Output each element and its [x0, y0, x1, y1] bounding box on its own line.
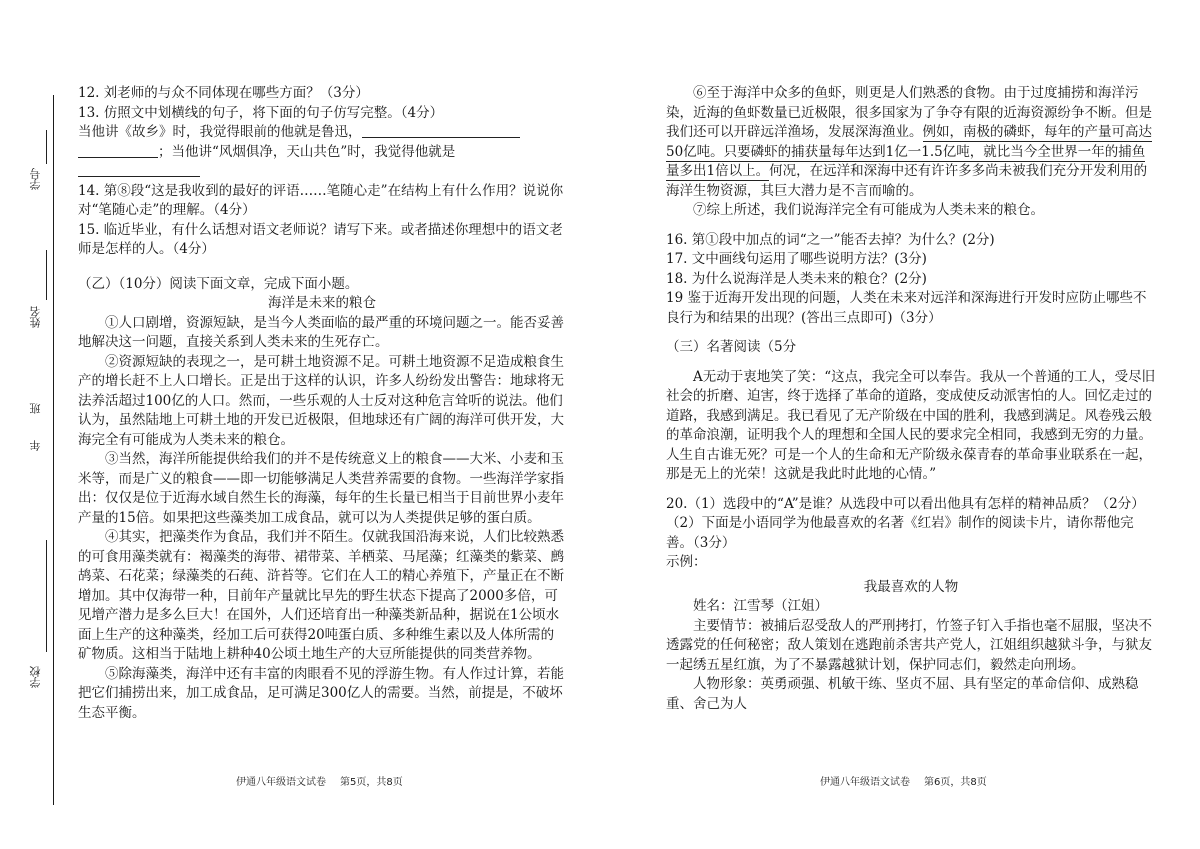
question-16: 16. 第①段中加点的词“之一”能否去掉？为什么？(2分) — [666, 231, 995, 248]
article-paragraph-7: ⑦综上所述，我们说海洋完全有可能成为人类未来的粮仓。 — [693, 202, 1044, 218]
article-paragraph-4: ④其实，把藻类作为食品，我们并不陌生。仅就我国沿海来说，人们比较熟悉的可食用藻类就有：褐藻类的海带、裙带菜、羊栖菜、马尾藻；红藻类的紫菜、鹧鸪菜、石花菜；绿藻类的石莼、浒苔等。它们在人工的精心养殖下，产量正在不断增加。其中仅海带一种，目前年产量就比早先的野生状态下提高了2000多倍，可见增产潜力是多么巨大！在国外，人们还培育出一种藻类新品种，据说在1公顷水面上生产的这种藻类，经加工后可获得20吨蛋白质、多种维生素以及人体所需的矿物质。这相当于陆地上耕种40公顷土地生产的大豆所能提供的同类营养物。 — [78, 529, 564, 662]
student-id-field — [0, 140, 60, 240]
section-b-heading: （乙）（10分）阅读下面文章，完成下面小题。 — [78, 275, 359, 292]
spacer — [666, 358, 1156, 368]
article-paragraph-2: ②资源短缺的表现之一，是可耕土地资源不足。可耕土地资源不足造成粮食生产的增长赶不上人口增长。正是出于这样的认识，许多人纷纷发出警告：地球将无法养活超过100亿的人口。然而，一些乐观的人士反对这种危言耸听的说法。他们认为，虽然陆地上可耕土地的开发已近极限，但地球还有广阔的海洋可供开发，大海完全有可能成为人类未来的粮仓。 — [78, 353, 564, 448]
school-field — [0, 540, 60, 730]
question-13: 13. 仿照文中划横线的句子，将下面的句子仿写完整。（4分） — [78, 104, 444, 121]
class-label: 班 — [29, 403, 42, 414]
grade-field — [0, 440, 60, 520]
footer-exam-name: 伊通八年级语文试卷 — [236, 777, 326, 788]
question-13-text-1: 当他讲《故乡》时，我觉得眼前的他就是鲁迅， — [78, 124, 362, 140]
reading-card-plot: 主要情节：被捕后忍受敌人的严刑拷打，竹签子钉入手指也毫不屈服，坚决不透露党的任何秘密；敌人策划在逃跑前杀害共产党人，江姐组织越狱斗争，与狱友一起绣五星红旗，为了不暴露越狱计划，保护同志们，毅然走向刑场。 — [666, 617, 1152, 673]
spacer — [666, 221, 1156, 231]
student-name-label: 姓名 — [29, 306, 42, 328]
student-id-line — [46, 130, 47, 164]
article-paragraph-5: ⑤除海藻类，海洋中还有丰富的肉眼看不见的浮游生物。有人作过计算，若能把它们捕捞出来，加工成食品，足可满足300亿人的需要。当然，前提是，不破坏生态平衡。 — [78, 665, 564, 721]
question-13-text-2: ；当他讲“风烟俱净，天山共色”时，我觉得他就是 — [158, 143, 456, 160]
school-label: 学校 — [29, 666, 42, 688]
spacer — [666, 485, 1156, 495]
page-5-column — [78, 84, 566, 723]
question-15: 15. 临近毕业，有什么话想对语文老师说？请写下来。或者描述你理想中的语文老师是怎样的人。（4分） — [78, 221, 563, 257]
question-17: 17. 文中画线句运用了哪些说明方法？(3分) — [666, 251, 927, 267]
example-label: 示例： — [666, 554, 707, 570]
page-6-footer — [820, 777, 987, 789]
answer-blank-13c[interactable] — [78, 162, 200, 177]
novel-passage: A无动于衷地笑了笑：“这点，我完全可以奉告。我从一个普通的工人，受尽旧社会的折磨、迫害，终于选择了革命的道路，变成使反动派害怕的人。回忆走过的道路，我感到满足。我已看见了无产阶级在中国的胜利，我感到满足。风卷残云般的革命浪潮，证明我个人的理想和全国人民的要求完全相同，我感到无穷的力量。人生自古谁无死？可是一个人的生命和无产阶级永葆青春的革命事业联系在一起，那是无上的光荣！这就是我此时此地的心情。” — [666, 368, 1156, 482]
school-line — [46, 540, 47, 652]
question-20-part-2: （2）下面是小语同学为他最喜欢的名著《红岩》制作的阅读卡片，请你帮他完善。（3分） — [666, 515, 1134, 551]
article-paragraph-1: ①人口剧增，资源短缺，是当今人类面临的最严重的环境问题之一。能否妥善地解决这一问题，直接关系到人类未来的生死存亡。 — [78, 314, 564, 350]
article-paragraph-3: ③当然，海洋所能提供给我们的并不是传统意义上的粮食——大米、小麦和玉米等，而是广义的粮食——即一切能够满足人类营养需要的食物。一些海洋学家指出：仅仅是位于近海水域自然生长的海藻，每年的生长量已相当于目前世界小麦年产量的15倍。如果把这些藻类加工成食品，就可以为人类提供足够的蛋白质。 — [78, 451, 564, 526]
question-18: 18. 为什么说海洋是人类未来的粮仓？(2分) — [666, 270, 927, 287]
paragraph-6-text-a: ⑥至于海洋中众多的鱼虾，则更是人们熟悉的食物。由于过度捕捞和海洋污染，近海的鱼虾数量已近极限，很多国家为了争夺有限的近海资源纷争不断。但是我们还可以开辟远洋渔场，发展深海渔业。 — [666, 85, 1152, 140]
student-id-label: 学号 — [29, 168, 42, 190]
grade-label: 年 — [29, 440, 42, 451]
question-19: 19 鉴于近海开发出现的问题，人类在未来对远洋和深海进行开发时应防止哪些不良行为和结果的出现？(答出三点即可)（3分） — [666, 290, 1147, 326]
page-6-column — [666, 84, 1156, 714]
student-name-line — [46, 250, 47, 300]
binding-margin — [0, 0, 78, 849]
answer-blank-13b[interactable] — [78, 143, 158, 158]
question-12: 12. 刘老师的与众不同体现在哪些方面？（3分） — [78, 85, 369, 101]
reading-card-image: 人物形象：英勇顽强、机敏干练、坚贞不屈、具有坚定的革命信仰、成熟稳重、舍己为人 — [666, 676, 1139, 712]
reading-card-name: 姓名：江雪琴（江姐） — [693, 598, 828, 614]
question-13-prompt-1 — [78, 123, 566, 143]
underlined-sentence: 例如，南极的磷虾，每年的产量可高达50亿吨。只要磷虾的捕获量每年达到1亿一1.5亿吨，就比当今全世界一年的捕鱼量多出1倍以上。 — [666, 124, 1152, 179]
article-paragraph-6 — [666, 84, 1156, 201]
student-name-field — [0, 270, 60, 370]
spacer — [78, 260, 566, 270]
reading-card-title: 我最喜欢的人物 — [863, 578, 959, 595]
footer-page-number: 第6页，共8页 — [924, 777, 987, 788]
answer-blank-13a[interactable] — [362, 123, 520, 138]
paragraph-6-text-b: 何况，在远洋和深海中还有许许多多尚未被我们充分开发利用的海洋生物资源，其巨大潜力是不言而喻的。 — [666, 163, 1148, 199]
page-5-footer — [236, 777, 403, 789]
footer-page-number: 第5页，共8页 — [340, 777, 403, 788]
question-13-prompt-2 — [78, 143, 566, 182]
spacer — [666, 328, 1156, 338]
question-20-part-1: 20.（1）选段中的“A”是谁？从选段中可以看出他具有怎样的精神品质？（2分） — [666, 495, 1145, 512]
article-title: 海洋是未来的粮仓 — [268, 295, 376, 311]
question-14: 14. 第⑧段“这是我收到的最好的评语……笔随心走”在结构上有什么作用？说说你对“笔随心走”的理解。（4分） — [78, 182, 564, 218]
footer-exam-name: 伊通八年级语文试卷 — [820, 777, 910, 788]
section-c-heading: （三）名著阅读（5分 — [666, 339, 797, 355]
